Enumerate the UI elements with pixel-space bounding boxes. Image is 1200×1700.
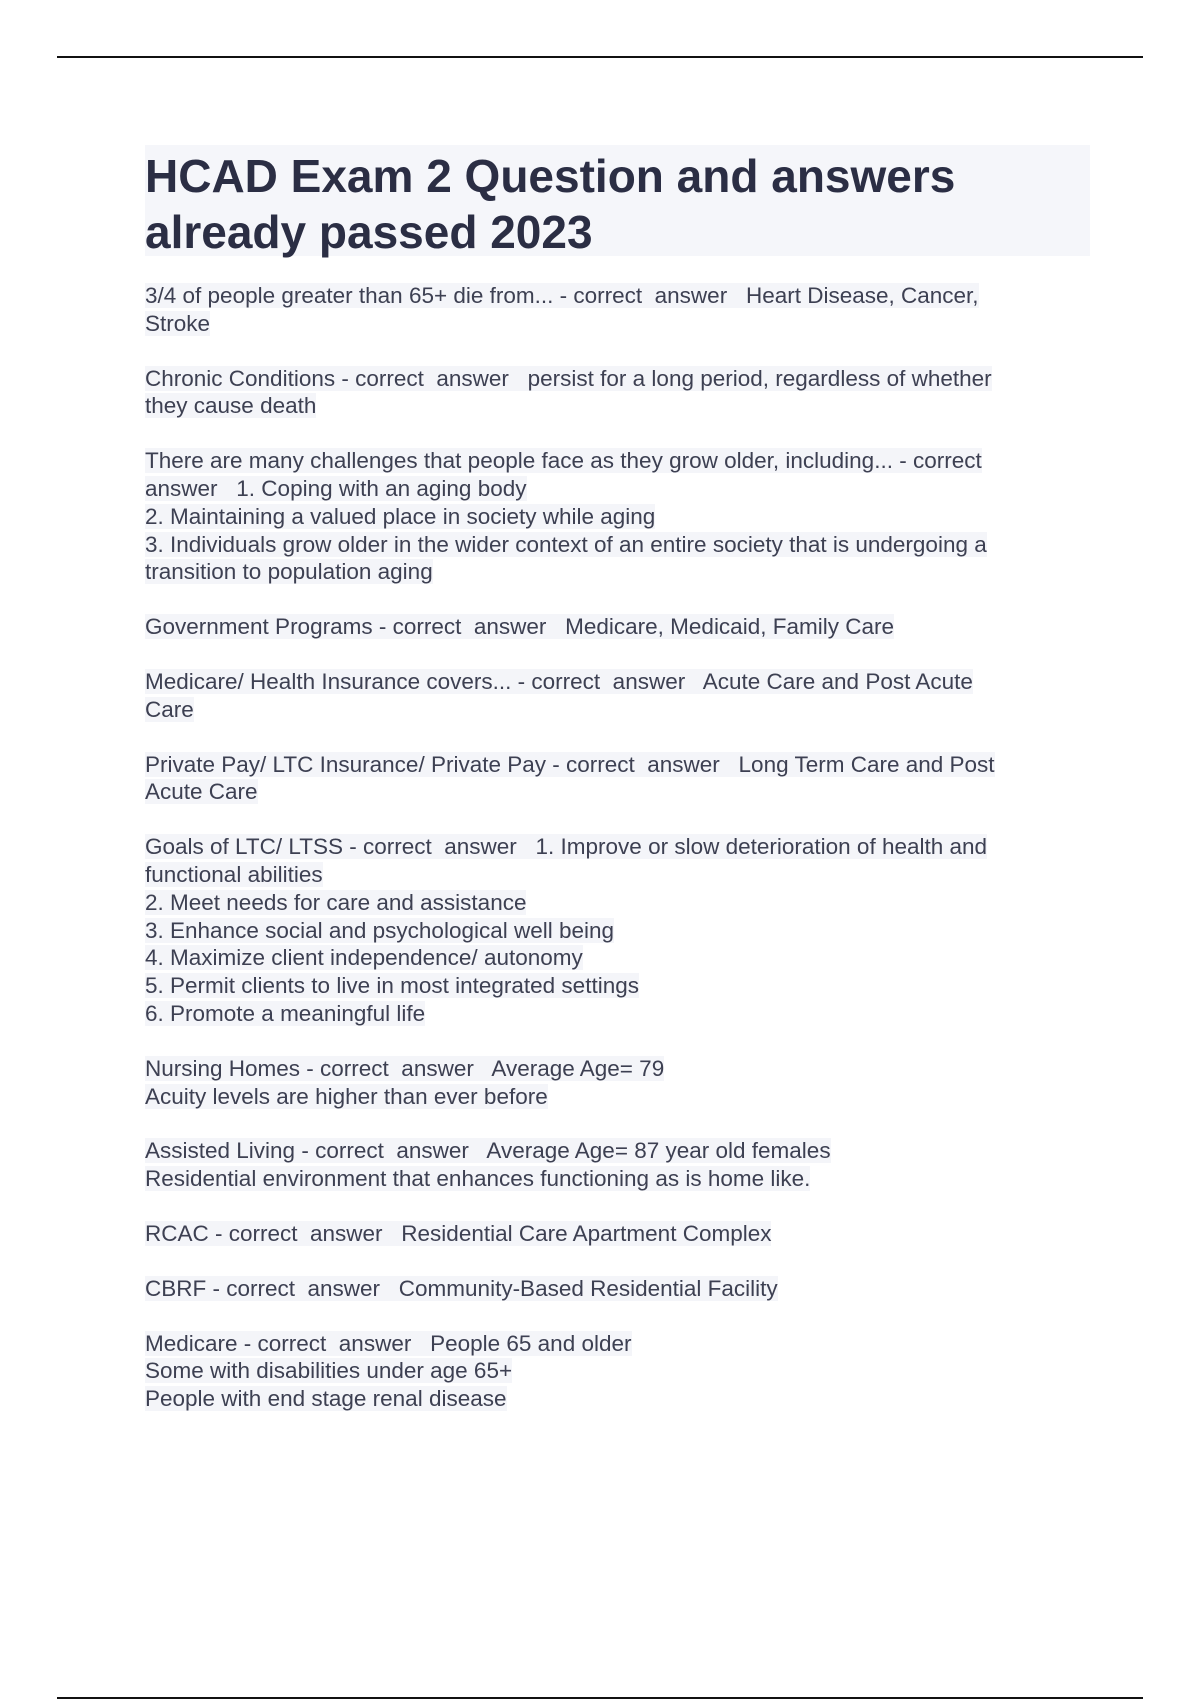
qa-line [145,558,1090,586]
qa-line [145,392,1090,420]
qa-entry [145,1275,1090,1303]
qa-line-text: 3. Enhance social and psychological well being [145,917,615,943]
qa-line-text: Medicare/ Health Insurance covers... - correct answer Acute Care and Post Acute [145,668,973,694]
qa-line-text: Medicare - correct answer People 65 and older [145,1330,632,1356]
qa-line-text: Assisted Living - correct answer Average Age= 87 year old females [145,1138,831,1164]
qa-line [145,917,1090,945]
qa-line [145,1385,1090,1413]
qa-line [145,751,1090,779]
qa-line [145,861,1090,889]
qa-line-text: Chronic Conditions - correct answer persist for a long period, regardless of whether [145,365,992,391]
qa-entry [145,668,1090,724]
qa-line [145,475,1090,503]
qa-entry [145,613,1090,641]
qa-entry [145,751,1090,807]
qa-line-text: RCAC - correct answer Residential Care Apartment Complex [145,1220,772,1246]
qa-line-text: they cause death [145,393,317,419]
qa-entry [145,365,1090,421]
qa-line-text: 2. Maintaining a valued place in society while aging [145,503,656,529]
qa-line-text: Some with disabilities under age 65+ [145,1358,513,1384]
top-rule [57,56,1143,58]
qa-entry [145,833,1090,1028]
qa-line [145,889,1090,917]
qa-line-text: 2. Meet needs for care and assistance [145,889,527,915]
qa-line [145,310,1090,338]
qa-line [145,1330,1090,1358]
qa-line-text: 4. Maximize client independence/ autonomy [145,945,583,971]
qa-list [145,282,1090,1413]
qa-line [145,447,1090,475]
qa-line [145,1083,1090,1111]
qa-line-text: answer 1. Coping with an aging body [145,475,527,501]
qa-line [145,1220,1090,1248]
qa-line [145,972,1090,1000]
qa-entry [145,1137,1090,1193]
qa-line [145,365,1090,393]
qa-line-text: 3/4 of people greater than 65+ die from... - correct answer Heart Disease, Cancer, [145,283,979,308]
bottom-rule [57,1697,1143,1699]
qa-line-text: Acuity levels are higher than ever before [145,1083,548,1109]
qa-line [145,1000,1090,1028]
qa-line [145,668,1090,696]
title-block [145,145,1090,256]
qa-entry [145,1055,1090,1111]
qa-line [145,1275,1090,1303]
qa-line-text: Private Pay/ LTC Insurance/ Private Pay - correct answer Long Term Care and Post [145,751,995,777]
qa-line [145,503,1090,531]
qa-line [145,1165,1090,1193]
qa-line [145,778,1090,806]
qa-line-text: 5. Permit clients to live in most integrated settings [145,973,639,999]
qa-line [145,696,1090,724]
qa-line-text: CBRF - correct answer Community-Based Residential Facility [145,1275,778,1301]
qa-line-text: functional abilities [145,861,323,887]
qa-line-text: Government Programs - correct answer Medicare, Medicaid, Family Care [145,614,894,640]
qa-line [145,531,1090,559]
qa-line-text: 6. Promote a meaningful life [145,1000,426,1026]
qa-entry [145,1220,1090,1248]
qa-entry [145,282,1090,338]
qa-line [145,833,1090,861]
qa-line-text: 3. Individuals grow older in the wider context of an entire society that is undergoing a [145,531,987,557]
qa-entry [145,1330,1090,1413]
qa-entry [145,447,1090,586]
qa-line [145,1137,1090,1165]
qa-line-text: transition to population aging [145,559,433,585]
qa-line-text: Nursing Homes - correct answer Average Age= 79 [145,1055,665,1081]
qa-line-text: Care [145,696,194,722]
qa-line [145,282,1090,310]
document-body [145,145,1090,1440]
qa-line [145,1055,1090,1083]
qa-line-text: There are many challenges that people face as they grow older, including... - correct [145,448,982,474]
qa-line [145,944,1090,972]
qa-line-text: Acute Care [145,779,258,805]
qa-line-text: People with end stage renal disease [145,1386,507,1412]
qa-line-text: Goals of LTC/ LTSS - correct answer 1. Improve or slow deterioration of health and [145,834,988,860]
qa-line [145,1357,1090,1385]
qa-line-text: Stroke [145,310,211,336]
qa-line [145,613,1090,641]
document-title: HCAD Exam 2 Question and answers already passed 2023 [145,150,956,258]
qa-line-text: Residential environment that enhances functioning as is home like. [145,1166,811,1192]
